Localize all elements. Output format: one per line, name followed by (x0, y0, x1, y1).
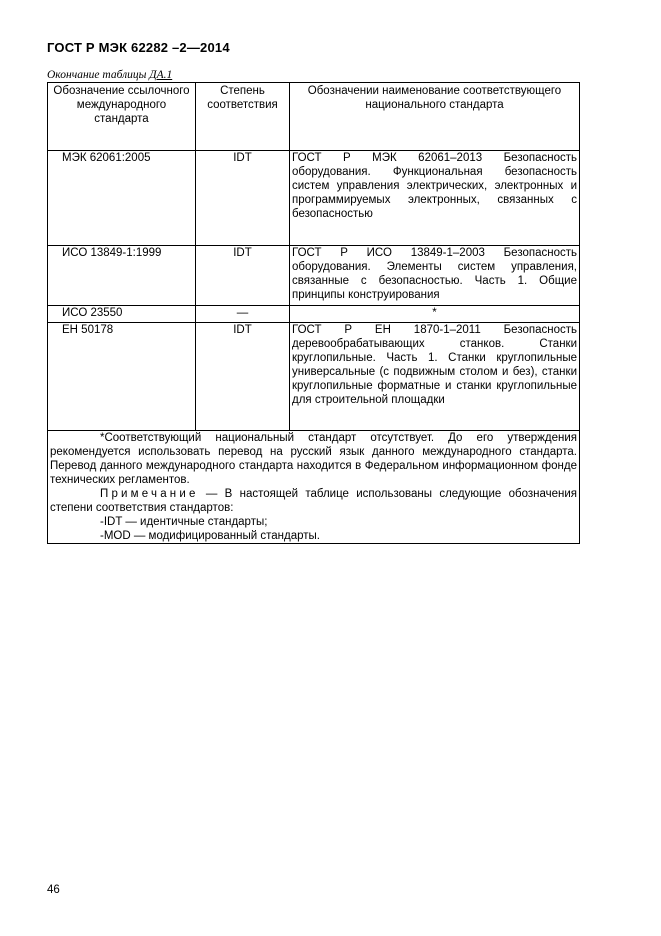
column-header-reference: Обозначение ссылочного международного стандарта (48, 83, 196, 151)
table-row (48, 323, 580, 431)
reference-cell: ЕН 50178 (48, 323, 196, 431)
national-standard-cell: ГОСТ Р ЕН 1870-1–2011 Безопасность деревообрабатывающих станков. Станки круглопильные. Часть 1. Станки круглопильные универсальные (с подвижным столом и без), станки круглопильные форматные и станки круглопильные для строительной площадки (290, 323, 580, 431)
national-standard-cell: ГОСТ Р МЭК 62061–2013 Безопасность оборудования. Функциональная безопасность систем управления электрических, электронных и программируемых электронных, связанных с безопасностью (290, 151, 580, 246)
column-header-national: Обозначении наименование соответствующего национального стандарта (290, 83, 580, 151)
national-standard-cell: * (290, 306, 580, 323)
note-list-item: -IDT — идентичные стандарты; (100, 516, 268, 528)
table-footnote-row (48, 431, 580, 544)
national-standard-cell: ГОСТ Р ИСО 13849-1–2003 Безопасность оборудования. Элементы систем управления, связанные с безопасностью. Часть 1. Общие принципы конструирования (290, 246, 580, 306)
note-text: — В настоящей таблице использованы следующие обозначения степени соответствия стандартов: (50, 488, 577, 514)
note-label: Примечание (100, 488, 199, 500)
document-header: ГОСТ Р МЭК 62282 –2—2014 (47, 40, 230, 55)
table-footnote-cell (48, 431, 580, 544)
degree-cell: — (196, 306, 290, 323)
page-number: 46 (47, 884, 60, 896)
table-header-row (48, 83, 580, 151)
column-header-degree: Степень соответствия (196, 83, 290, 151)
reference-cell: МЭК 62061:2005 (48, 151, 196, 246)
reference-cell: ИСО 23550 (48, 306, 196, 323)
note-list-item: -MOD — модифицированный стандарты. (100, 530, 320, 542)
reference-cell: ИСО 13849-1:1999 (48, 246, 196, 306)
footnote-text: *Соответствующий национальный стандарт отсутствует. До его утверждения рекомендуется использовать перевод на русский язык данного международного стандарта. Перевод данного международного стандарта находится в Федеральном информационном фонде технических регламентов. (50, 432, 577, 486)
reference-standards-table (47, 82, 580, 544)
table-row (48, 306, 580, 323)
degree-cell: IDT (196, 151, 290, 246)
table-caption-ref: ДА.1 (149, 69, 173, 81)
table-caption (47, 69, 172, 81)
table-row (48, 151, 580, 246)
degree-cell: IDT (196, 246, 290, 306)
table-caption-prefix: Окончание таблицы (47, 69, 150, 81)
degree-cell: IDT (196, 323, 290, 431)
table-row (48, 246, 580, 306)
note-paragraph (50, 487, 577, 515)
